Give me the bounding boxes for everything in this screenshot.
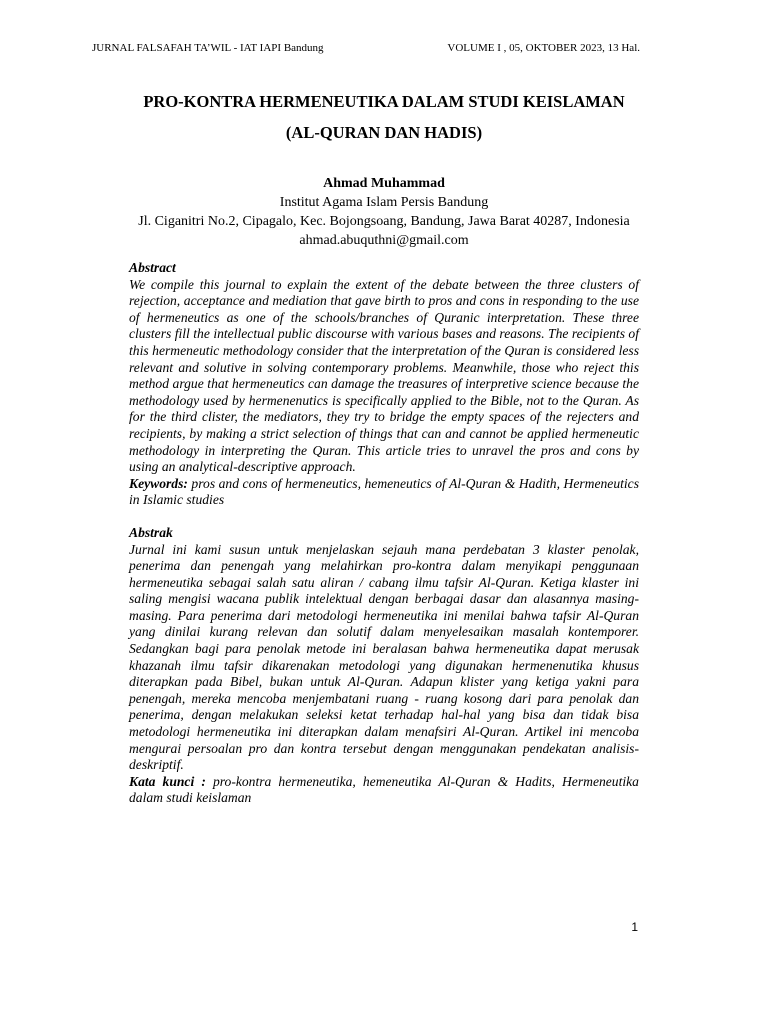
abstract-text: We compile this journal to explain the extent of the debate between the three clusters of rejection, acceptance and mediation that gave birth to pros and cons in responding to the use of hermeneutics as one of the schools/branches of Quranic interpretation. These three clusters fill the intellectual public discourse with various bases and reasons. The recipients of this hermeneutic methodology consider that the interpretation of the Quran is considered less relevant and solutive in solving contemporary problems. Meanwhile, those who reject this method argue that hermeneutics can damage the treasures of interpretive science because the methodology used by hermenenutics is specifically applied to the Bible, not to the Quran. As for the third clister, the mediators, they try to bridge the empty spaces of the rejecters and recipients, by making a strict selection of things that can and cannot be applied hermeneutic methodology in interpreting the Quran. This article tries to unravel the pros and cons by using an analytical-descriptive approach. bbox=[129, 276, 639, 475]
title-line-2: (AL-QURAN DAN HADIS) bbox=[285, 123, 483, 142]
kata-kunci bbox=[129, 774, 639, 807]
paper-title bbox=[0, 86, 768, 148]
kata-kunci-text: pro-kontra hermeneutika, hemeneutika Al-Quran & Hadits, Hermeneutika dalam studi keislaman bbox=[129, 773, 639, 806]
author-block bbox=[0, 174, 768, 250]
abstrak-heading: Abstrak bbox=[129, 524, 173, 540]
volume-info: VOLUME I , 05, OKTOBER 2023, 13 Hal. bbox=[447, 42, 640, 54]
kata-kunci-label: Kata kunci : bbox=[129, 773, 206, 789]
author-address: Jl. Ciganitri No.2, Cipagalo, Kec. Bojongsoang, Bandung, Jawa Barat 40287, Indonesia bbox=[138, 214, 630, 229]
page-number: 1 bbox=[631, 920, 638, 934]
author-email: ahmad.abuquthni@gmail.com bbox=[299, 233, 469, 248]
keywords-label: Keywords: bbox=[129, 475, 188, 491]
journal-name: JURNAL FALSAFAH TA’WIL - IAT IAPI Bandung bbox=[92, 42, 324, 54]
keywords-text: pros and cons of hermeneutics, hemeneutics of Al-Quran & Hadith, Hermeneutics in Islamic studies bbox=[129, 475, 639, 508]
abstract-heading: Abstract bbox=[129, 260, 176, 275]
title-line-1: PRO-KONTRA HERMENEUTIKA DALAM STUDI KEISLAMAN bbox=[143, 92, 625, 111]
abstrak-text: Jurnal ini kami susun untuk menjelaskan sejauh mana perdebatan 3 klaster penolak, penerima dan penengah yang melahirkan pro-kontra dalam menyikapi penggunaan hermeneutika sebagai salah satu aliran / cabang ilmu tafsir Al-Quran. Ketiga klaster ini saling mengisi wacana publik intelektual dengan berbagai dasar dan alasannya masing-masing. Para penerima dari metodologi hermeneutika ini menilai bahwa tafsir Al-Quran yang dinilai kurang relevan dan solutif dalam menyelesaikan masalah kontemporer. Sedangkan bagi para penolak metode ini beralasan bahwa hermeneutika dapat merusak khazanah ilmu tafsir dikarenakan metodologi yang digunakan hermenenutika khusus diterapkan pada Bibel, bukan untuk Al-Quran. Adapun klister yang ketiga yakni para penengah, mereka mencoba menjembatani ruang - ruang kosong dari para penolak dan penerima, dengan melakukan seleksi ketat terhadap hal-hal yang bisa dan tidak bisa metodologi hermeneutika ini diterapkan dalam menafsiri Al-Quran. Artikel ini mencoba mengurai persoalan pro dan kontra tersebut dengan menggunakan pendekatan analisis-deskriptif. bbox=[129, 541, 639, 773]
abstract-section bbox=[129, 260, 639, 807]
author-institution: Institut Agama Islam Persis Bandung bbox=[279, 195, 489, 210]
author-name: Ahmad Muhammad bbox=[323, 176, 445, 191]
section-gap bbox=[129, 509, 639, 525]
running-header bbox=[92, 42, 640, 54]
keywords bbox=[129, 476, 639, 509]
